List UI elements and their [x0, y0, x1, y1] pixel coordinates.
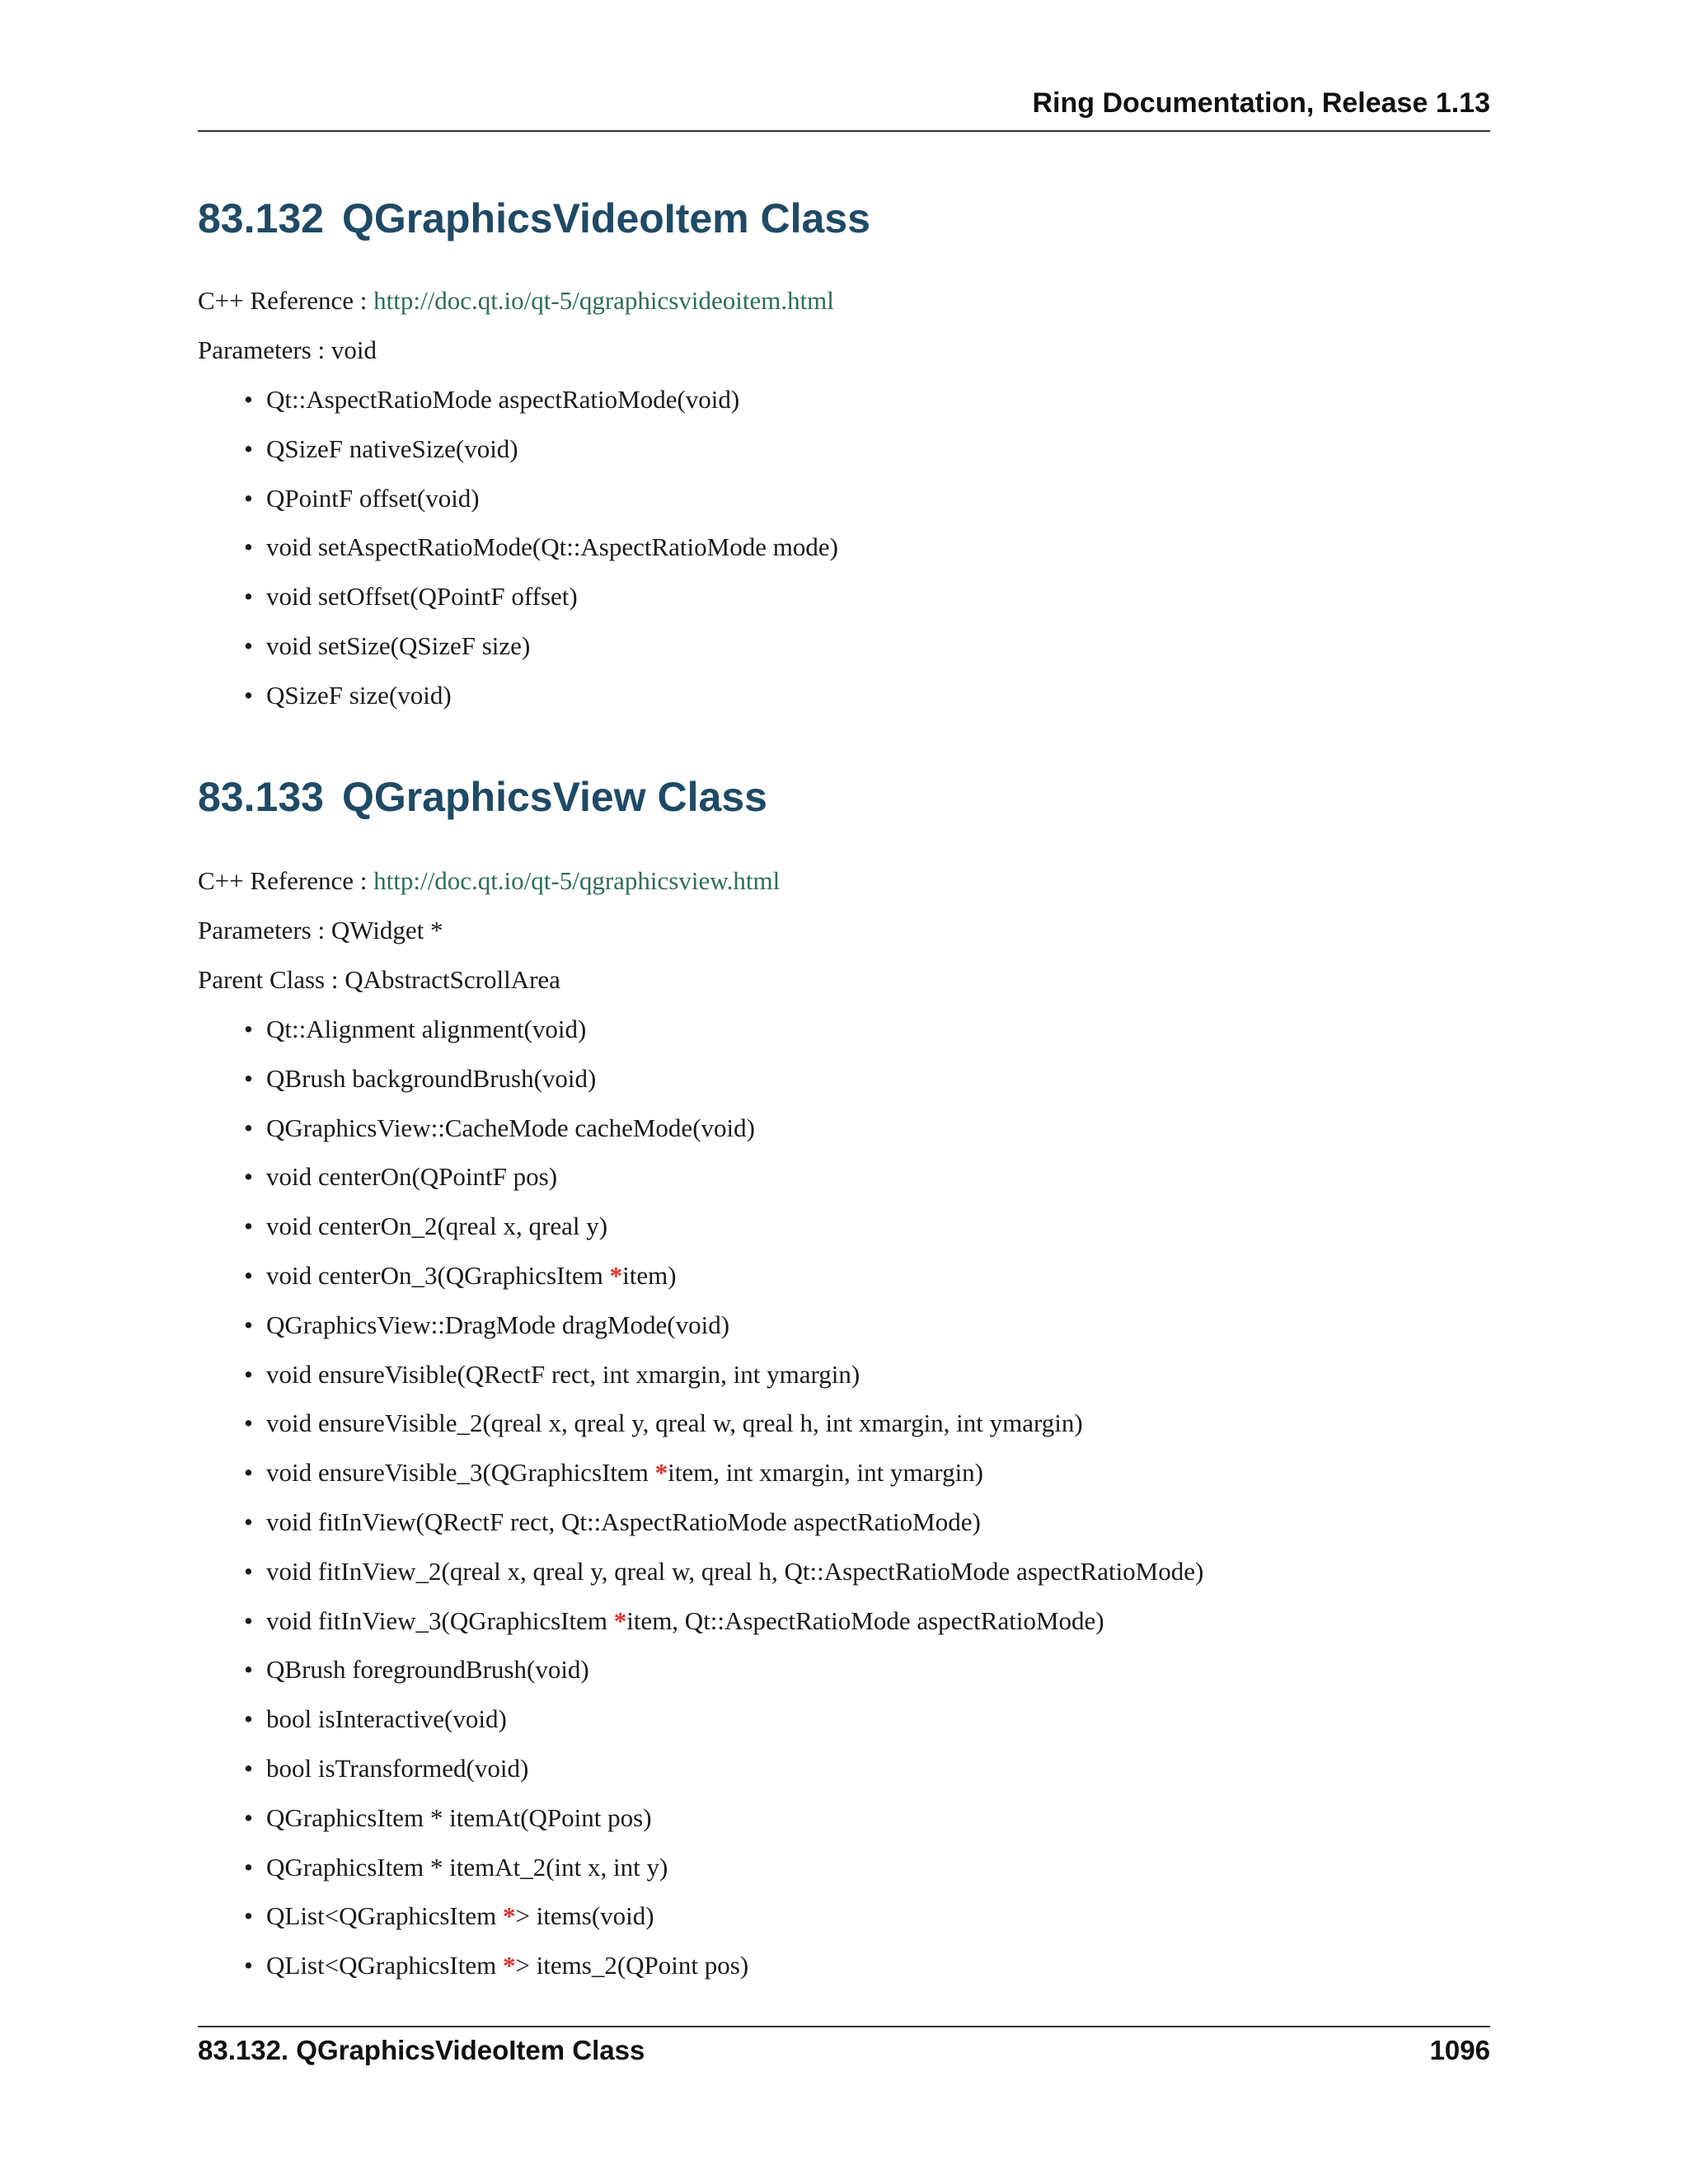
method-signature-text: void ensureVisible_2(qreal x, qreal y, qreal w, qreal h, int xmargin, int ymargin): [266, 1408, 1083, 1438]
method-item: [198, 1555, 1203, 1605]
method-signature-text: item, int xmargin, int ymargin): [668, 1458, 984, 1488]
method-signature-text: void fitInView_3(QGraphicsItem: [266, 1605, 614, 1635]
parent-class-text: Parent Class : QAbstractScrollArea: [198, 965, 560, 994]
cpp-reference-link[interactable]: http://doc.qt.io/qt-5/qgraphicsvideoitem.html: [373, 286, 834, 315]
method-item: [198, 383, 838, 433]
page-header: [198, 89, 1490, 132]
method-item: [198, 1456, 1203, 1506]
method-signature-text: QSizeF size(void): [266, 680, 452, 710]
method-item: [198, 1062, 1203, 1112]
method-signature-text: QPointF offset(void): [266, 483, 480, 513]
method-signature-text: void fitInView_2(qreal x, qreal y, qreal w, qreal h, Qt::AspectRatioMode aspectRatioMode): [266, 1556, 1204, 1586]
method-signature-text: void centerOn_3(QGraphicsItem: [266, 1260, 610, 1290]
section-title-qgraphicsview: [198, 772, 767, 822]
method-item: [198, 1506, 1203, 1555]
method-item: [198, 1802, 1203, 1851]
method-list: [198, 383, 838, 729]
method-signature-text: QSizeF nativeSize(void): [266, 434, 518, 463]
method-item: [198, 1112, 1203, 1161]
method-signature-text: void ensureVisible_3(QGraphicsItem: [266, 1458, 655, 1488]
cpp-reference: [198, 284, 834, 317]
page-footer: [198, 2026, 1490, 2069]
method-item: [198, 1358, 1203, 1408]
method-item: [198, 1851, 1203, 1900]
method-item: [198, 1605, 1203, 1654]
header-title: Ring Documentation, Release 1.13: [1032, 87, 1490, 119]
method-item: [198, 630, 838, 679]
method-signature-text: bool isTransformed(void): [266, 1753, 529, 1783]
section-number: 83.133: [198, 774, 324, 820]
method-item: [198, 1259, 1203, 1309]
cpp-reference: [198, 865, 780, 898]
method-item: [198, 531, 838, 580]
method-item: [198, 482, 838, 532]
pointer-asterisk: *: [502, 1901, 516, 1931]
method-item: [198, 679, 838, 729]
method-item: [198, 1900, 1203, 1949]
method-signature-text: QGraphicsItem * itemAt(QPoint pos): [266, 1802, 652, 1832]
method-item: [198, 1752, 1203, 1802]
cpp-reference-label: C++ Reference :: [198, 286, 374, 315]
method-item: [198, 433, 838, 482]
method-item: [198, 1160, 1203, 1210]
method-signature-text: void fitInView(QRectF rect, Qt::AspectRatioMode aspectRatioMode): [266, 1507, 981, 1536]
method-signature-text: QBrush backgroundBrush(void): [266, 1063, 597, 1093]
method-signature-text: Qt::Alignment alignment(void): [266, 1015, 587, 1043]
method-signature-text: QList<QGraphicsItem: [266, 1901, 503, 1931]
pointer-asterisk: *: [609, 1260, 623, 1290]
method-list: [198, 1013, 1203, 1999]
method-signature-text: void centerOn_2(qreal x, qreal y): [266, 1212, 608, 1241]
method-signature-text: item): [622, 1260, 677, 1290]
method-signature-text: void setSize(QSizeF size): [266, 630, 531, 660]
method-item: [198, 1013, 1203, 1062]
method-item: [198, 1407, 1203, 1456]
method-signature-text: void setAspectRatioMode(Qt::AspectRatioMode mode): [266, 532, 838, 562]
method-signature-text: QGraphicsView::CacheMode cacheMode(void): [266, 1113, 755, 1142]
cpp-reference-label: C++ Reference :: [198, 866, 374, 895]
footer-section-label: 83.132. QGraphicsVideoItem Class: [198, 2035, 645, 2065]
cpp-reference-link[interactable]: http://doc.qt.io/qt-5/qgraphicsview.html: [373, 866, 781, 895]
method-item: [198, 1703, 1203, 1752]
method-item: [198, 580, 838, 630]
method-item: [198, 1210, 1203, 1259]
method-signature-text: void centerOn(QPointF pos): [266, 1162, 558, 1192]
section-number: 83.132: [198, 195, 324, 241]
method-signature-text: QList<QGraphicsItem: [266, 1951, 503, 1980]
method-signature-text: void setOffset(QPointF offset): [266, 582, 578, 612]
method-signature-text: QBrush foregroundBrush(void): [266, 1655, 589, 1685]
method-item: [198, 1653, 1203, 1703]
pointer-asterisk: *: [502, 1951, 516, 1980]
method-signature-text: bool isInteractive(void): [266, 1704, 507, 1734]
method-signature-text: void ensureVisible(QRectF rect, int xmargin, int ymargin): [266, 1359, 860, 1389]
section-name: QGraphicsView Class: [341, 774, 767, 820]
method-signature-text: QGraphicsView::DragMode dragMode(void): [266, 1310, 730, 1339]
method-signature-text: QGraphicsItem * itemAt_2(int x, int y): [266, 1852, 668, 1882]
pointer-asterisk: *: [613, 1605, 627, 1635]
method-signature-text: item, Qt::AspectRatioMode aspectRatioMode): [626, 1605, 1104, 1635]
method-item: [198, 1309, 1203, 1358]
page-number: 1096: [1429, 2035, 1490, 2065]
method-signature-text: > items_2(QPoint pos): [515, 1951, 749, 1980]
pointer-asterisk: *: [654, 1458, 668, 1488]
parameters-text: Parameters : void: [198, 335, 377, 364]
method-signature-text: > items(void): [515, 1901, 654, 1931]
method-item: [198, 1949, 1203, 1999]
section-title-qgraphicsvideoitem: [198, 194, 870, 243]
method-signature-text: Qt::AspectRatioMode aspectRatioMode(void): [266, 385, 740, 414]
section-name: QGraphicsVideoItem Class: [341, 195, 870, 241]
parameters-text: Parameters : QWidget *: [198, 916, 443, 944]
